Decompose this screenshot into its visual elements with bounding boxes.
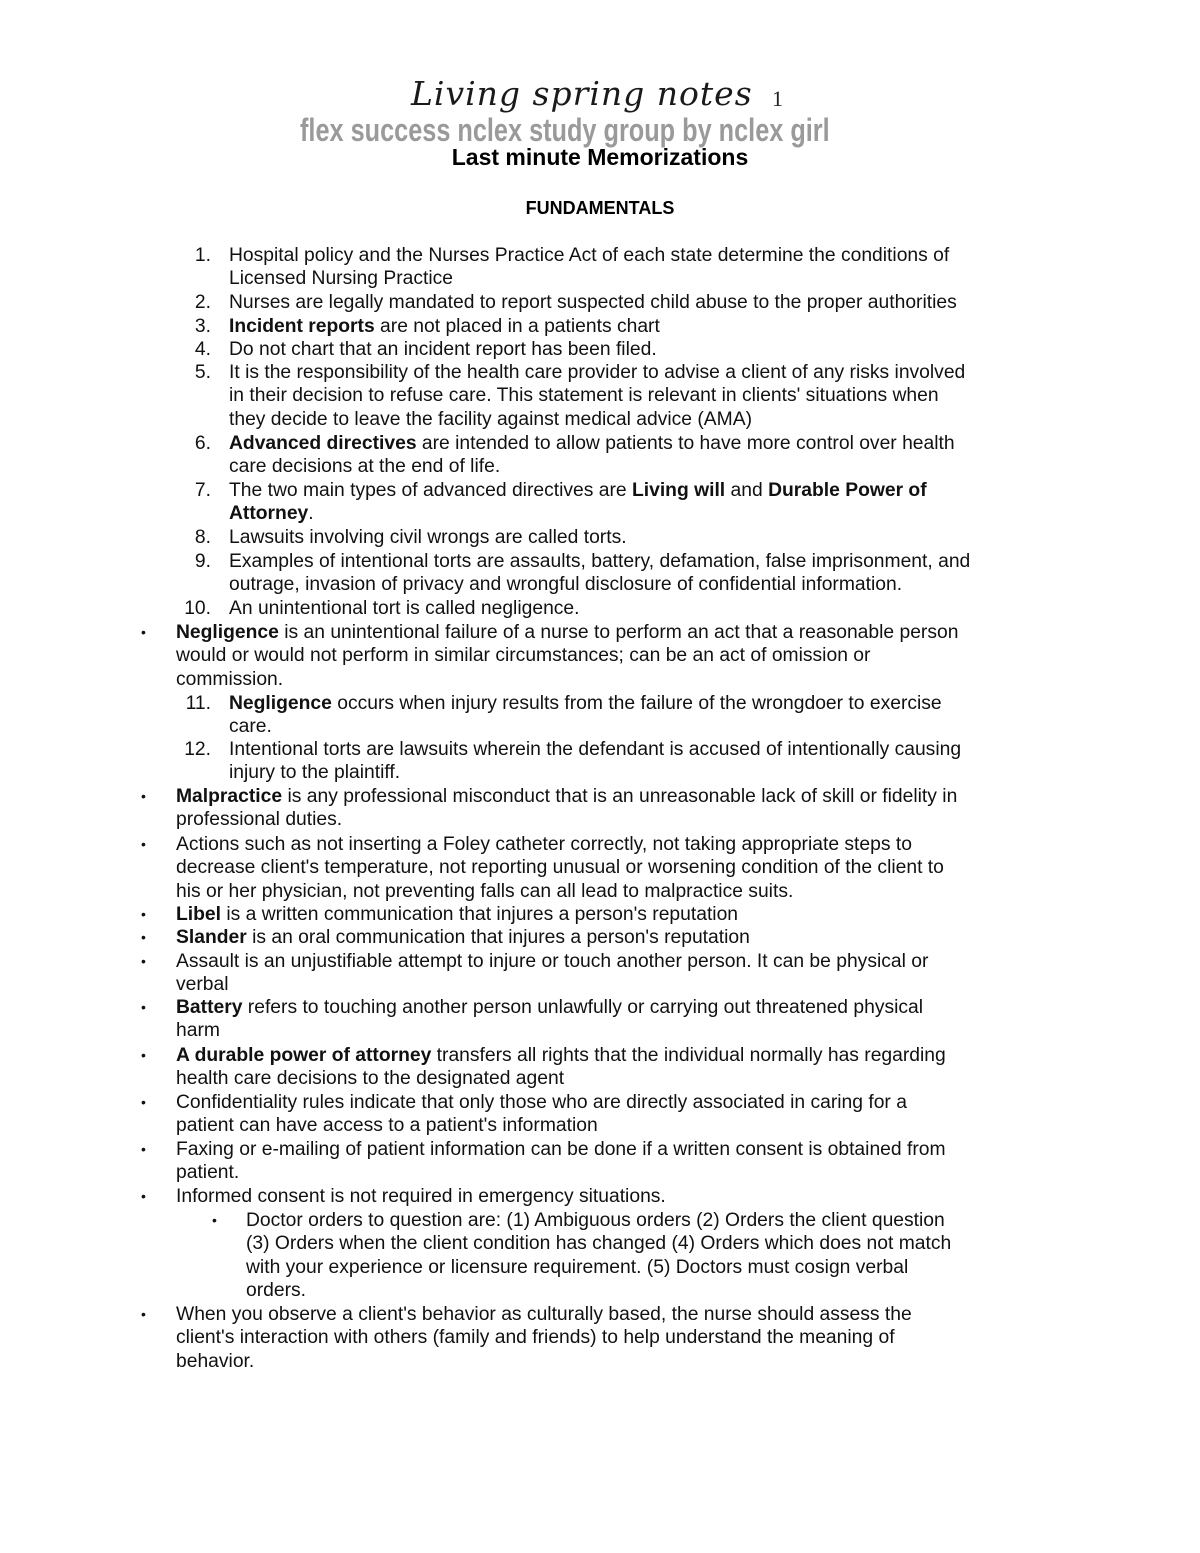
bullet-marker: • xyxy=(141,999,146,1015)
text-run: transfers all rights that the individual normally has regarding xyxy=(431,1045,946,1066)
item-number: 7. xyxy=(194,480,211,501)
text-line: professional duties. xyxy=(176,809,343,831)
text-line: his or her physician, not preventing falls can all lead to malpractice suits. xyxy=(176,880,794,902)
bullet-marker: • xyxy=(141,1141,146,1157)
bold-term: Durable Power of xyxy=(768,480,927,501)
text-line: with your experience or licensure requirement. (5) Doctors must cosign verbal xyxy=(246,1256,909,1278)
item-text xyxy=(229,479,1109,526)
text-line: they decide to leave the facility against medical advice (AMA) xyxy=(229,408,752,430)
item-number: 4. xyxy=(194,339,211,360)
bullet-marker: • xyxy=(141,1094,146,1110)
item-number: 8. xyxy=(194,527,211,548)
item-text xyxy=(176,926,1076,949)
text-line: would or would not perform in similar circumstances; can be an act of omission or xyxy=(176,645,871,667)
bullet-marker: • xyxy=(141,1306,146,1322)
text-line: patient can have access to a patient's information xyxy=(176,1115,598,1137)
item-text xyxy=(229,738,1109,785)
text-line: An unintentional tort is called negligence. xyxy=(229,598,580,619)
text-line: commission. xyxy=(176,668,284,690)
bullet-marker: • xyxy=(141,788,146,804)
text-line: Hospital policy and the Nurses Practice Act of each state determine the conditions of xyxy=(229,245,950,266)
text-line: It is the responsibility of the health care provider to advise a client of any risks involved xyxy=(229,362,966,383)
bold-term: Advanced directives xyxy=(229,433,417,454)
bullet-marker: • xyxy=(141,836,146,852)
text-run: is a written communication that injures a person's reputation xyxy=(221,904,739,925)
item-number: 2. xyxy=(194,292,211,313)
text-run: are intended to allow patients to have more control over health xyxy=(416,433,955,454)
text-line: Assault is an unjustifiable attempt to injure or touch another person. It can be physical or xyxy=(176,951,929,972)
text-run: is an oral communication that injures a person's reputation xyxy=(246,927,750,948)
item-text xyxy=(176,903,1076,926)
item-text xyxy=(229,432,1109,479)
item-text xyxy=(176,785,1076,832)
bold-term: Living will xyxy=(631,480,726,501)
text-run: and xyxy=(725,480,769,501)
bullet-marker: • xyxy=(141,624,146,640)
bold-term: Libel xyxy=(176,904,221,925)
item-text xyxy=(176,1091,1076,1138)
item-text xyxy=(229,550,1109,597)
text-line: Lawsuits involving civil wrongs are called torts. xyxy=(229,527,627,548)
section-heading: FUNDAMENTALS xyxy=(525,198,675,218)
item-text xyxy=(229,526,1109,549)
text-line: verbal xyxy=(176,974,229,996)
text-line: decrease client's temperature, not reporting unusual or worsening condition of the client to xyxy=(176,857,944,879)
text-line: Do not chart that an incident report has been filed. xyxy=(229,339,657,360)
page-number: 1 xyxy=(772,86,783,111)
item-text xyxy=(229,338,1109,361)
item-text xyxy=(229,244,1109,291)
text-run: The two main types of advanced directives are xyxy=(229,480,632,501)
item-text xyxy=(176,1138,1076,1185)
text-run: refers to touching another person unlawfully or carrying out threatened physical xyxy=(242,997,924,1018)
item-text xyxy=(176,833,1076,903)
text-line: harm xyxy=(176,1020,220,1042)
handwritten-title: Living spring notes xyxy=(411,74,753,113)
item-text xyxy=(176,621,1076,691)
text-run: is any professional misconduct that is an unreasonable lack of skill or fidelity in xyxy=(282,786,958,807)
text-line: Informed consent is not required in emergency situations. xyxy=(176,1186,666,1207)
item-text xyxy=(176,996,1076,1043)
item-text xyxy=(176,1044,1076,1091)
watermark: flex success nclex study group by nclex girl xyxy=(300,112,830,148)
bold-term: Negligence xyxy=(229,693,332,714)
bold-term: Battery xyxy=(176,997,243,1018)
text-line: Faxing or e-mailing of patient information can be done if a written consent is obtained from xyxy=(176,1139,946,1160)
text-run: occurs when injury results from the failure of the wrongdoer to exercise xyxy=(331,693,942,714)
text-line: Doctor orders to question are: (1) Ambiguous orders (2) Orders the client question xyxy=(246,1210,945,1231)
item-text xyxy=(246,1209,1096,1303)
item-text xyxy=(229,692,1109,739)
item-number: 6. xyxy=(194,433,211,454)
bullet-marker: • xyxy=(141,929,146,945)
item-number: 1. xyxy=(194,245,211,266)
item-text xyxy=(176,950,1076,997)
text-line: outrage, invasion of privacy and wrongful disclosure of confidential information. xyxy=(229,574,903,596)
bullet-marker: • xyxy=(141,906,146,922)
bold-term: Malpractice xyxy=(176,786,283,807)
text-line: behavior. xyxy=(176,1350,255,1372)
item-number: 11. xyxy=(185,693,211,714)
text-line: (3) Orders when the client condition has changed (4) Orders which does not match xyxy=(246,1233,952,1255)
text-line: Confidentiality rules indicate that only those who are directly associated in caring for a xyxy=(176,1092,907,1113)
bold-term: Attorney xyxy=(229,503,309,525)
bold-term: A durable power of attorney xyxy=(176,1045,432,1066)
text-line: in their decision to refuse care. This statement is relevant in clients' situations when xyxy=(229,385,939,407)
item-number: 12. xyxy=(184,739,211,760)
bullet-marker: • xyxy=(212,1212,217,1228)
text-line: orders. xyxy=(246,1280,307,1302)
item-text xyxy=(176,1185,1076,1208)
text-line: care. xyxy=(229,716,272,738)
text-line: Examples of intentional torts are assaults, battery, defamation, false imprisonment, and xyxy=(229,551,971,572)
document-title: Last minute Memorizations xyxy=(451,144,749,170)
text-line: When you observe a client's behavior as culturally based, the nurse should assess the xyxy=(176,1304,912,1325)
text-run: is an unintentional failure of a nurse to perform an act that a reasonable person xyxy=(278,622,959,643)
item-text xyxy=(229,597,1109,620)
text-run: . xyxy=(308,503,314,525)
text-line: patient. xyxy=(176,1162,240,1184)
item-number: 5. xyxy=(194,362,211,383)
text-line: injury to the plaintiff. xyxy=(229,762,401,784)
text-line: Intentional torts are lawsuits wherein the defendant is accused of intentionally causing xyxy=(229,739,962,760)
item-text xyxy=(176,1303,1076,1373)
text-line: client's interaction with others (family and friends) to help understand the meaning of xyxy=(176,1327,895,1349)
bullet-marker: • xyxy=(141,1047,146,1063)
item-number: 10. xyxy=(184,598,211,619)
text-line: health care decisions to the designated agent xyxy=(176,1068,565,1090)
text-line: care decisions at the end of life. xyxy=(229,456,501,478)
item-number: 9. xyxy=(194,551,211,572)
bullet-marker: • xyxy=(141,1188,146,1204)
item-text xyxy=(229,315,1109,338)
text-line: Licensed Nursing Practice xyxy=(229,268,453,290)
item-number: 3. xyxy=(194,316,211,337)
text-line: Nurses are legally mandated to report suspected child abuse to the proper authorities xyxy=(229,292,957,313)
bullet-marker: • xyxy=(141,953,146,969)
item-text xyxy=(229,361,1109,431)
text-run: are not placed in a patients chart xyxy=(374,316,660,337)
item-text xyxy=(229,291,1109,314)
bold-term: Negligence xyxy=(176,622,279,643)
bold-term: Incident reports xyxy=(229,316,375,337)
bold-term: Slander xyxy=(176,927,247,948)
text-line: Actions such as not inserting a Foley catheter correctly, not taking appropriate steps to xyxy=(176,834,912,855)
